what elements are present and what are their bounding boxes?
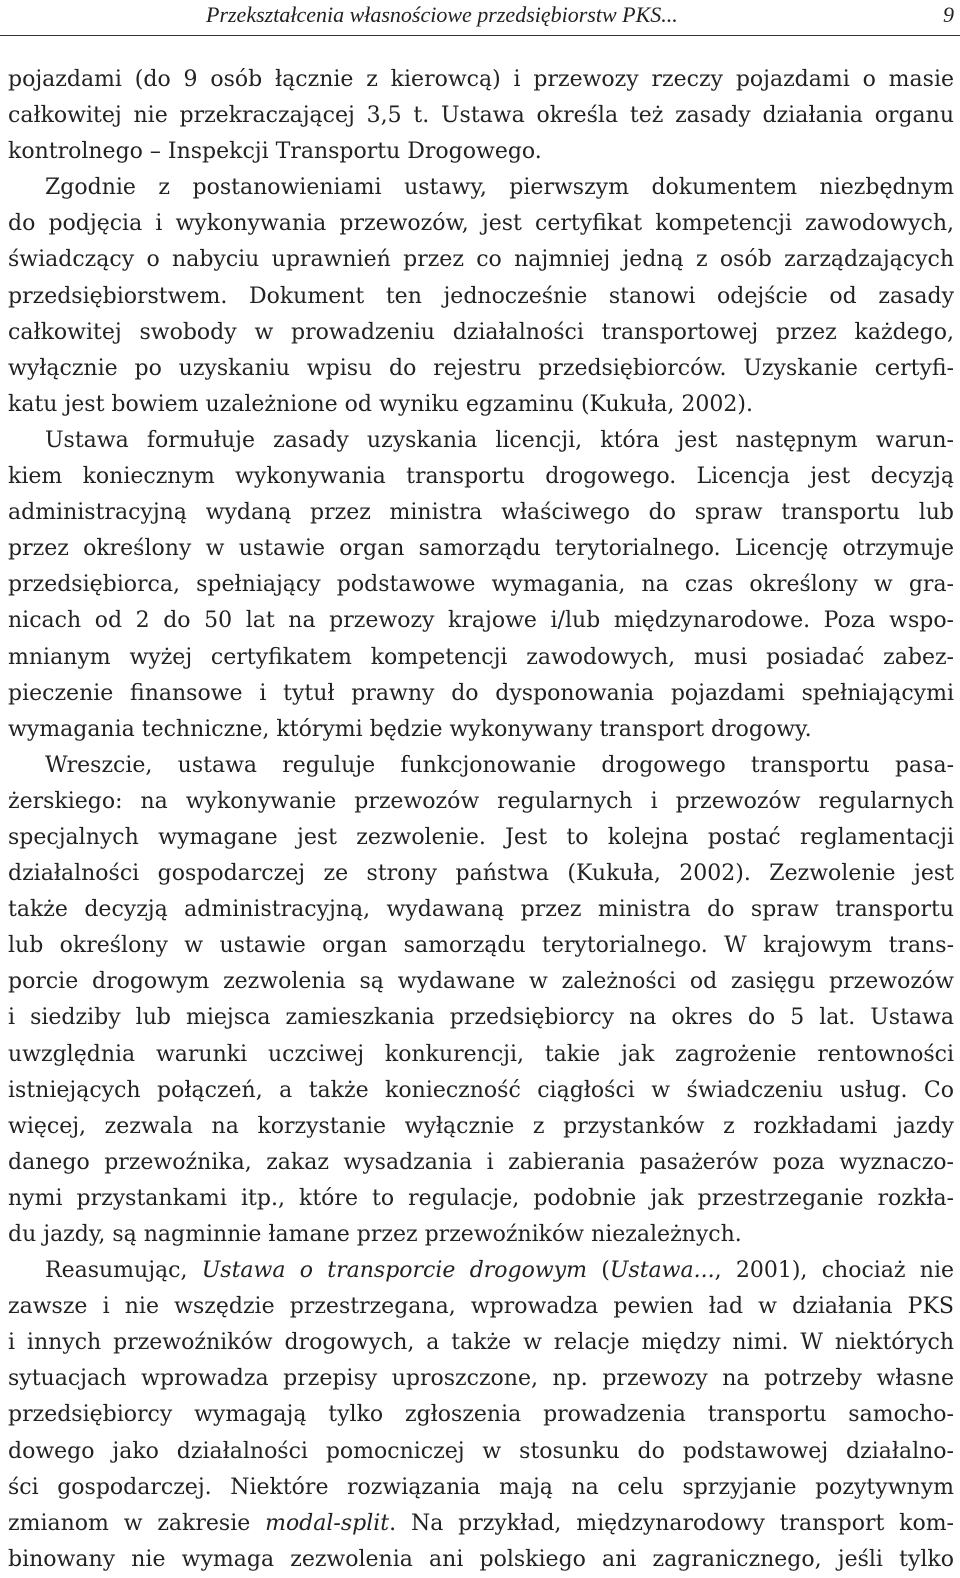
text-line: [8, 1145, 954, 1181]
text-line: [8, 170, 954, 206]
text-span: du jazdy, są nagminnie łamane przez przewoźników niezależnych.: [8, 1222, 742, 1247]
text-line: [8, 134, 954, 170]
text-span: specjalnych wymagane jest zezwolenie. Jest to kolejna postać reglamentacji: [8, 824, 954, 850]
text-span: ści gospodarczej. Niektóre rozwiązania mają na celu sprzyjanie pozytywnym: [8, 1474, 954, 1500]
text-line: [8, 351, 954, 387]
text-line: [8, 1109, 954, 1145]
text-line: [8, 928, 954, 964]
text-line: [8, 242, 954, 278]
text-span: Wreszcie, ustawa reguluje funkcjonowanie drogowego transportu pasa-: [45, 752, 954, 778]
text-line: [8, 459, 954, 495]
text-line: [8, 1253, 954, 1289]
text-line: [8, 1470, 954, 1506]
text-span: wyłącznie po uzyskaniu wpisu do rejestru przedsiębiorców. Uzyskanie certyfi-: [8, 355, 954, 381]
text-span: przedsiębiorcy wymagają tylko zgłoszenia prowadzenia transportu samocho-: [8, 1402, 954, 1428]
text-span: , 2001), chociaż nie: [714, 1258, 955, 1284]
text-line: [8, 1325, 954, 1361]
text-line: [8, 1361, 954, 1397]
text-span: administracyjną wydaną przez ministra właściwego do spraw transportu lub: [8, 500, 954, 526]
text-line: [8, 748, 954, 784]
text-span: nicach od 2 do 50 lat na przewozy krajowe i/lub międzynarodowe. Poza wspo-: [8, 608, 954, 634]
text-span: przez określony w ustawie organ samorządu terytorialnego. Licencję otrzymuje: [8, 536, 954, 562]
text-line: [8, 423, 954, 459]
text-span: całkowitej nie przekraczającej 3,5 t. Ustawa określa też zasady działania organu: [8, 103, 954, 129]
text-span: przedsiębiorca, spełniający podstawowe wymagania, na czas określony w gra-: [8, 572, 954, 598]
text-line: [8, 1037, 954, 1073]
text-line: [8, 98, 954, 134]
text-line: [8, 1217, 954, 1253]
text-span: do podjęcia i wykonywania przewozów, jest certyfikat kompetencji zawodowych,: [8, 211, 954, 237]
text-span: binowany nie wymaga zezwolenia ani polskiego ani zagranicznego, jeśli tylko: [8, 1546, 954, 1572]
text-line: [8, 892, 954, 928]
text-span: wymagania techniczne, którymi będzie wykonywany transport drogowy.: [8, 716, 812, 742]
text-span: pieczenie finansowe i tytuł prawny do dysponowania pojazdami spełniającymi: [8, 680, 954, 706]
text-span: pojazdami (do 9 osób łącznie z kierowcą) i przewozy rzeczy pojazdami o masie: [8, 67, 954, 92]
text-span: przedsiębiorstwem. Dokument ten jednocześnie stanowi odejście od zasady: [8, 283, 954, 309]
text-span: więcej, zezwala na korzystanie wyłącznie z przystanków z rozkładami jazdy: [8, 1113, 954, 1139]
text-line: [8, 964, 954, 1000]
text-line: [8, 1434, 954, 1470]
text-line: [8, 1181, 954, 1217]
text-span: porcie drogowym zezwolenia są wydawane w zależności od zasięgu przewozów: [8, 969, 954, 995]
text-line: [8, 1506, 954, 1542]
text-span: zawsze i nie wszędzie przestrzegana, wprowadza pewien ład w działania PKS: [8, 1294, 954, 1320]
page-number: 9: [943, 2, 954, 27]
text-span: działalności gospodarczej ze strony państwa (Kukuła, 2002). Zezwolenie jest: [8, 861, 954, 887]
text-span: mnianym wyżej certyfikatem kompetencji zawodowych, musi posiadać zabez-: [8, 644, 954, 670]
text-line: [8, 856, 954, 892]
text-line: [8, 387, 954, 423]
text-span: . Na przykład, międzynarodowy transport kom-: [389, 1510, 954, 1536]
text-line: [8, 712, 954, 748]
text-span: uwzględnia warunki uczciwej konkurencji, takie jak zagrożenie rentowności: [8, 1041, 954, 1067]
italic-span: Ustawa o transporcie drogowym: [201, 1258, 587, 1284]
text-span: istniejących połączeń, a także konieczność ciągłości w świadczeniu usług. Co: [8, 1077, 954, 1103]
text-span: kiem koniecznym wykonywania transportu drogowego. Licencja jest decyzją: [8, 464, 954, 490]
text-span: całkowitej swobody w prowadzeniu działalności transportowej przez każdego,: [8, 319, 954, 345]
text-span: danego przewoźnika, zakaz wysadzania i zabierania pasażerów poza wyznaczo-: [8, 1149, 954, 1175]
text-line: [8, 206, 954, 242]
italic-span: modal-split: [265, 1510, 390, 1536]
text-line: [8, 820, 954, 856]
text-line: [8, 640, 954, 676]
text-span: nymi przystankami itp., które to regulacje, podobnie jak przestrzeganie rozkła-: [8, 1185, 954, 1211]
text-span: i innych przewoźników drogowych, a także w relacje między nimi. W niektórych: [8, 1330, 954, 1356]
text-line: [8, 676, 954, 712]
text-line: [8, 279, 954, 315]
text-line: [8, 784, 954, 820]
text-span: kontrolnego – Inspekcji Transportu Drogowego.: [8, 139, 542, 165]
text-line: [8, 1289, 954, 1325]
text-span: (: [587, 1258, 610, 1284]
text-span: także decyzją administracyjną, wydawaną przez ministra do spraw transportu: [8, 897, 954, 923]
text-line: [8, 315, 954, 351]
text-line: [8, 531, 954, 567]
running-head: [0, 0, 960, 36]
text-span: żerskiego: na wykonywanie przewozów regularnych i przewozów regularnych: [8, 788, 954, 814]
text-span: Ustawa formułuje zasady uzyskania licencji, która jest następnym warun-: [45, 427, 954, 453]
text-span: Reasumując,: [45, 1258, 202, 1284]
text-span: sytuacjach wprowadza przepisy uproszczone, np. przewozy na potrzeby własne: [8, 1366, 954, 1392]
text-line: [8, 1542, 954, 1578]
text-line: [8, 1397, 954, 1433]
text-line: [8, 62, 954, 98]
text-line: [8, 495, 954, 531]
body-text: [8, 62, 954, 1578]
text-span: Zgodnie z postanowieniami ustawy, pierwszym dokumentem niezbędnym: [45, 175, 954, 201]
text-span: zmianom w zakresie: [8, 1510, 266, 1536]
text-span: lub określony w ustawie organ samorządu terytorialnego. W krajowym trans-: [8, 933, 954, 959]
text-line: [8, 567, 954, 603]
italic-span: Ustawa...: [609, 1258, 715, 1284]
text-span: dowego jako działalności pomocniczej w stosunku do podstawowej działalno-: [8, 1438, 954, 1464]
running-title: Przekształcenia własnościowe przedsiębiorstw PKS...: [206, 2, 678, 27]
text-span: świadczący o nabyciu uprawnień przez co najmniej jedną z osób zarządzających: [8, 247, 954, 273]
text-span: i siedziby lub miejsca zamieszkania przedsiębiorcy na okres do 5 lat. Ustawa: [8, 1005, 954, 1031]
text-span: katu jest bowiem uzależnione od wyniku egzaminu (Kukuła, 2002).: [8, 391, 753, 417]
text-line: [8, 1073, 954, 1109]
text-line: [8, 1000, 954, 1036]
text-line: [8, 603, 954, 639]
